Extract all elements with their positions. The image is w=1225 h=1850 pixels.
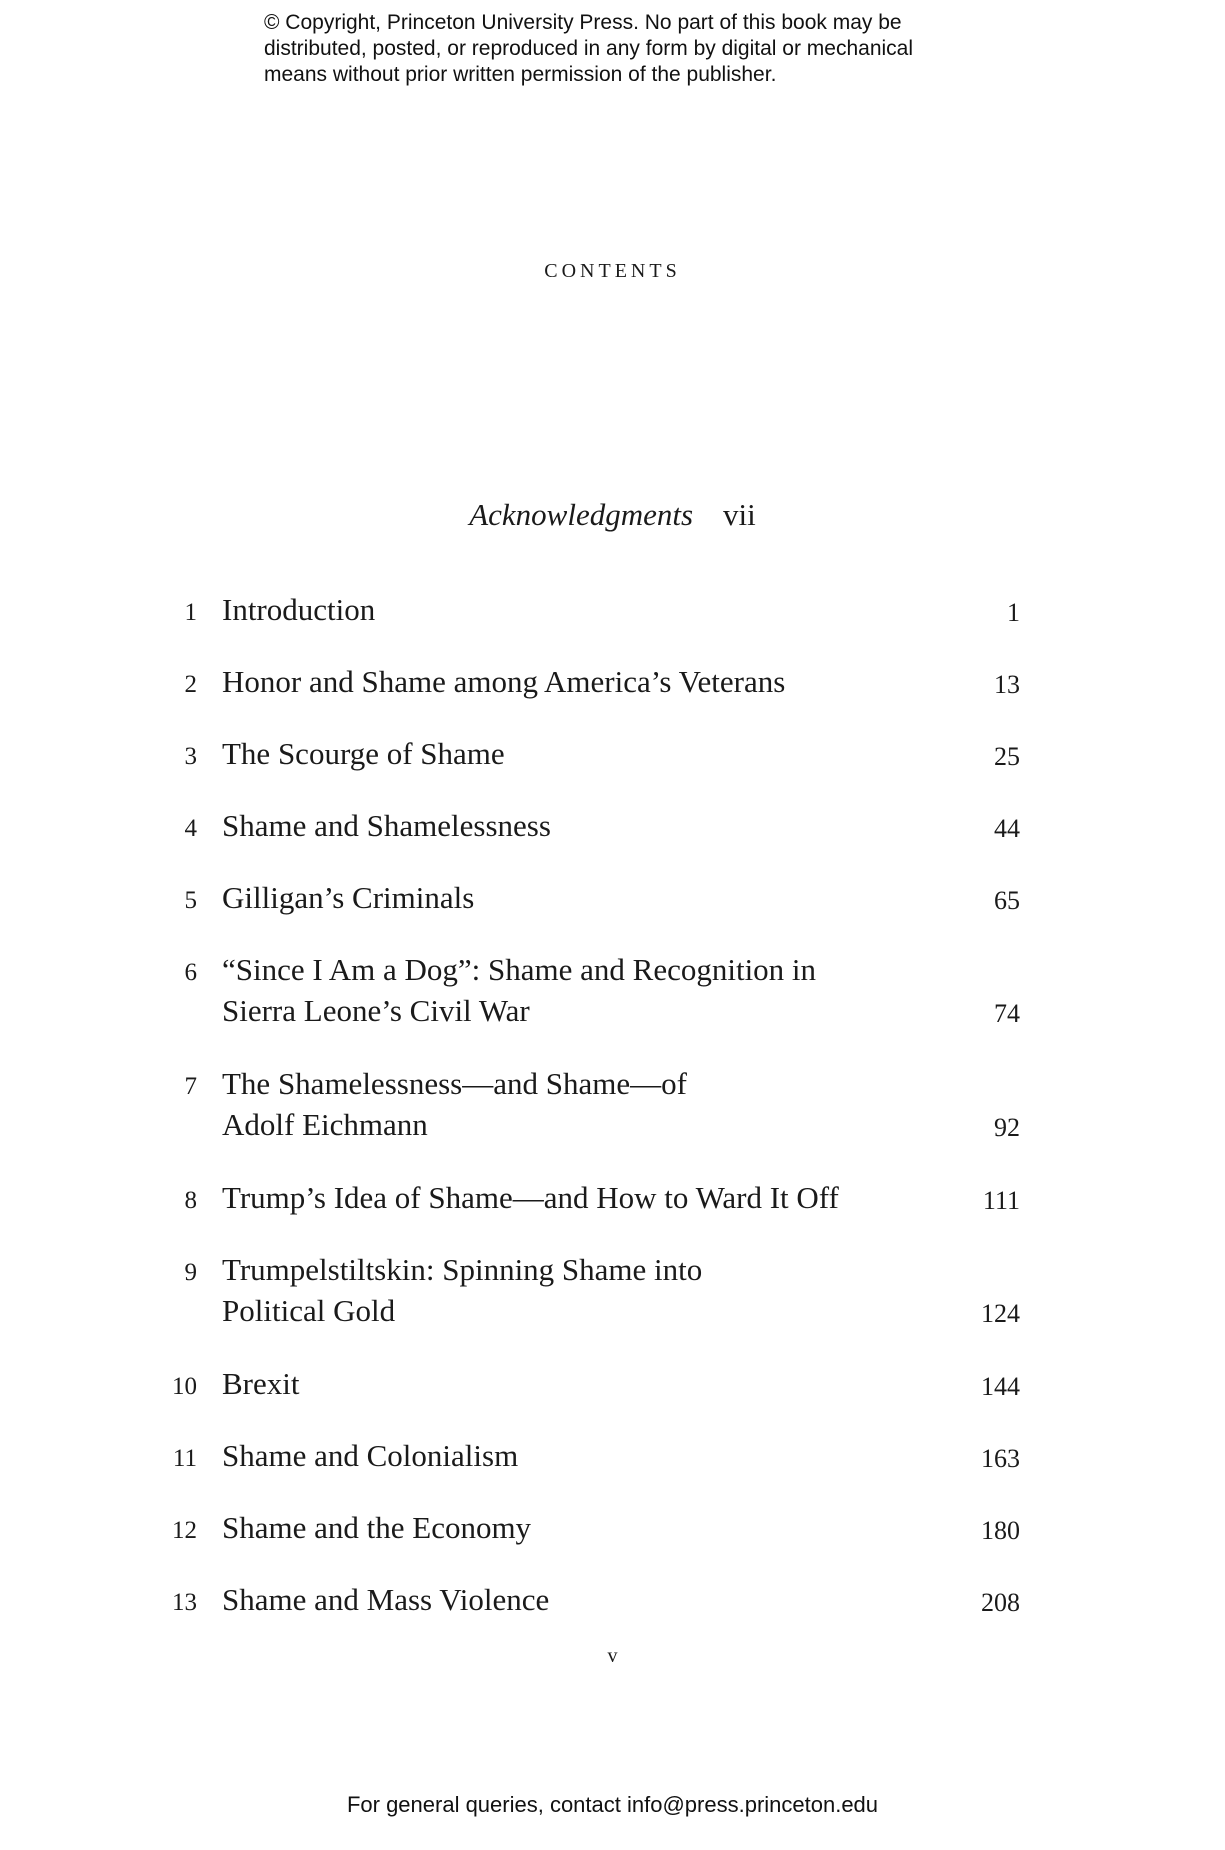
chapter-title [222, 1177, 862, 1218]
chapter-number: 9 [184, 1259, 197, 1286]
chapter-page: 74 [994, 999, 1020, 1028]
chapter-page: 65 [994, 886, 1020, 915]
chapter-number: 7 [184, 1073, 197, 1100]
chapter-number: 3 [184, 743, 197, 770]
chapter-title [222, 733, 862, 774]
copyright-line: © Copyright, Princeton University Press. No part of this book may be [264, 11, 902, 34]
chapter-title-line: Trumpelstiltskin: Spinning Shame into [222, 1252, 703, 1287]
chapter-page: 1 [1007, 598, 1020, 627]
chapter-title [222, 1063, 862, 1145]
chapter-title-line: Shame and Shamelessness [222, 808, 551, 843]
toc-acknowledgments [0, 497, 1225, 533]
chapter-title-line: Adolf Eichmann [222, 1107, 428, 1142]
page-title: contents [544, 252, 681, 284]
chapter-page: 163 [981, 1444, 1020, 1473]
chapter-title [222, 949, 862, 1031]
chapter-page: 92 [994, 1113, 1020, 1142]
chapter-title [222, 877, 862, 918]
chapter-title [222, 1579, 862, 1620]
chapter-page: 144 [981, 1372, 1020, 1401]
chapter-title-line: Sierra Leone’s Civil War [222, 993, 530, 1028]
chapter-title-line: The Shamelessness—and Shame—of [222, 1066, 687, 1101]
chapter-title-line: Brexit [222, 1366, 300, 1401]
chapter-title [222, 805, 862, 846]
chapter-number: 1 [184, 599, 197, 626]
chapter-title-line: “Since I Am a Dog”: Shame and Recognition in [222, 952, 817, 987]
chapter-number: 2 [184, 671, 197, 698]
chapter-page: 124 [981, 1299, 1020, 1328]
chapter-title [222, 1435, 862, 1476]
chapter-page: 44 [994, 814, 1020, 843]
footer-contact: For general queries, contact info@press.princeton.edu [346, 1792, 879, 1817]
chapter-title-line: Honor and Shame among America’s Veterans [222, 664, 786, 699]
copyright-line: distributed, posted, or reproduced in any form by digital or mechanical [264, 37, 914, 60]
chapter-title-line: Shame and Mass Violence [222, 1582, 550, 1617]
chapter-title [222, 661, 862, 702]
chapter-title [222, 589, 862, 630]
chapter-page: 25 [994, 742, 1020, 771]
chapter-title [222, 1363, 862, 1404]
chapter-title-line: Introduction [222, 592, 376, 627]
chapter-title-line: Gilligan’s Criminals [222, 880, 475, 915]
chapter-number: 5 [184, 887, 197, 914]
chapter-title [222, 1507, 862, 1548]
chapter-title [222, 1249, 862, 1331]
chapter-number: 10 [172, 1373, 197, 1400]
chapter-page: 13 [994, 670, 1020, 699]
copyright-notice [264, 10, 984, 88]
chapter-page: 180 [981, 1516, 1020, 1545]
chapter-page: 208 [981, 1588, 1020, 1617]
chapter-number: 12 [172, 1517, 197, 1544]
chapter-number: 4 [184, 815, 197, 842]
chapter-title-line: Political Gold [222, 1293, 396, 1328]
page-folio: v [607, 1645, 618, 1667]
chapter-number: 6 [184, 959, 197, 986]
chapter-title-line: The Scourge of Shame [222, 736, 505, 771]
copyright-line: means without prior written permission of the publisher. [264, 63, 777, 86]
chapter-page: 111 [982, 1186, 1020, 1215]
acknowledgments-title: Acknowledgments [469, 497, 694, 532]
acknowledgments-page: vii [723, 497, 756, 532]
chapter-number: 8 [184, 1187, 197, 1214]
chapter-title-line: Trump’s Idea of Shame—and How to Ward It Off [222, 1180, 839, 1215]
chapter-title-line: Shame and the Economy [222, 1510, 532, 1545]
chapter-title-line: Shame and Colonialism [222, 1438, 519, 1473]
chapter-number: 13 [172, 1589, 197, 1616]
chapter-number: 11 [172, 1445, 197, 1472]
